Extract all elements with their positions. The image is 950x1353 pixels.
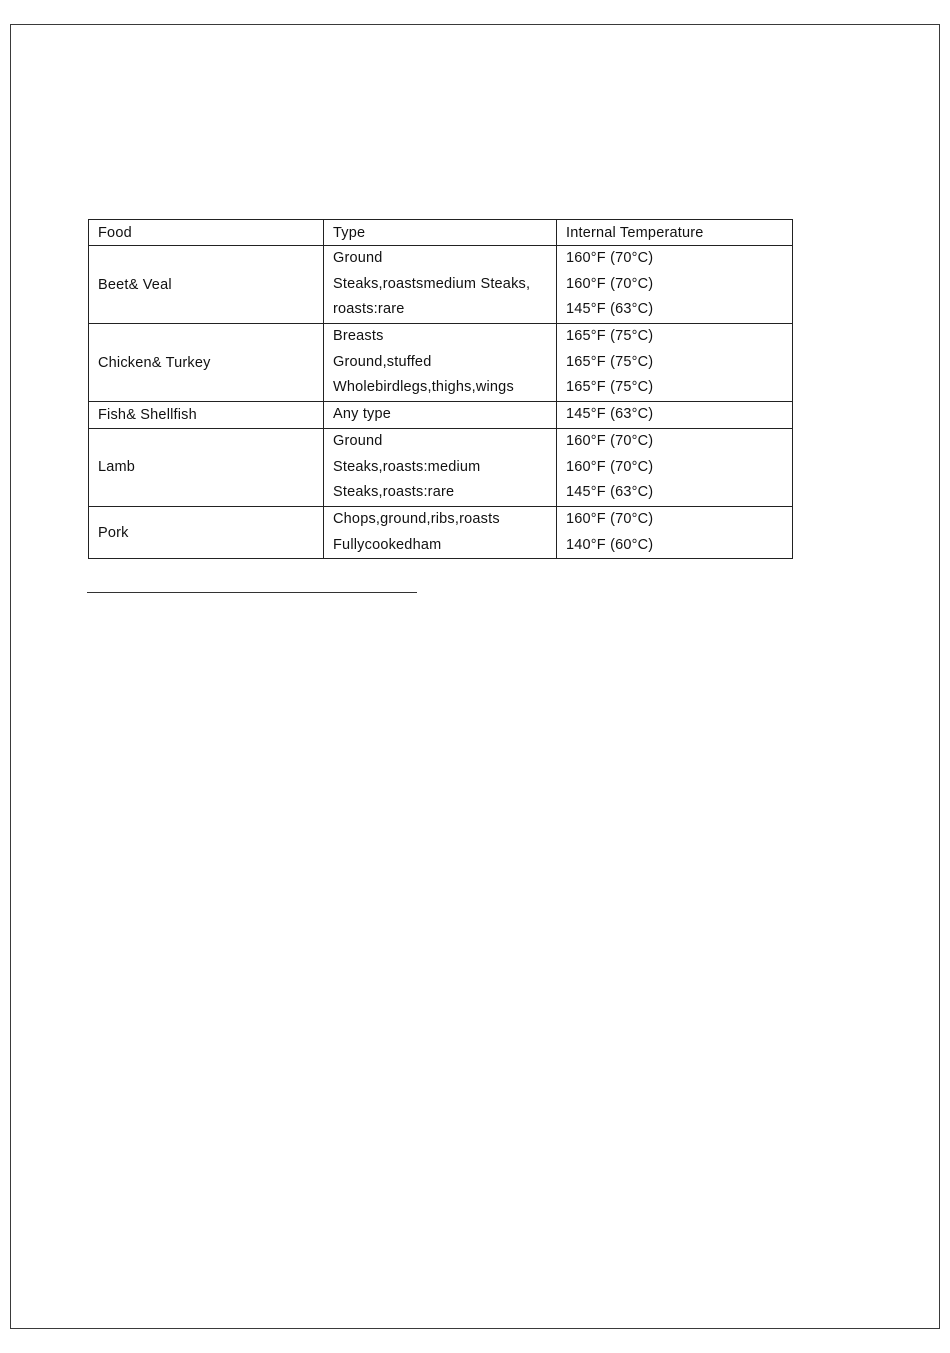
type-cell xyxy=(324,402,557,429)
temperature-entry: 160°F (70°C) xyxy=(566,510,654,527)
type-cell xyxy=(324,246,557,324)
table-header-row xyxy=(89,220,793,246)
type-entry: roasts:rare xyxy=(333,301,405,318)
food-cell-fish-shellfish: Fish& Shellfish xyxy=(89,402,324,429)
column-header-temperature: Internal Temperature xyxy=(557,220,793,246)
temperature-entry: 145°F (63°C) xyxy=(566,301,654,318)
column-header-food: Food xyxy=(89,220,324,246)
type-cell xyxy=(324,428,557,506)
table-row xyxy=(89,246,793,324)
temperature-cell xyxy=(557,246,793,324)
temperature-entry: 140°F (60°C) xyxy=(566,536,654,553)
temperature-entry: 165°F (75°C) xyxy=(566,379,654,396)
type-entry: Wholebirdlegs,thighs,wings xyxy=(333,379,514,396)
table-row xyxy=(89,506,793,558)
type-entry: Any type xyxy=(333,406,392,423)
type-entry: Steaks,roastsmedium Steaks, xyxy=(333,275,531,292)
temperature-entry: 145°F (63°C) xyxy=(566,406,654,423)
type-entry: Chops,ground,ribs,roasts xyxy=(333,510,500,527)
temperature-entry: 160°F (70°C) xyxy=(566,432,654,449)
temperature-entry: 145°F (63°C) xyxy=(566,484,654,501)
temperature-entry: 165°F (75°C) xyxy=(566,328,654,345)
food-cell-lamb: Lamb xyxy=(89,428,324,506)
type-entry: Steaks,roasts:medium xyxy=(333,458,481,475)
type-entry: Ground xyxy=(333,250,383,266)
temperature-cell xyxy=(557,402,793,429)
type-entry: Steaks,roasts:rare xyxy=(333,484,455,501)
temperature-cell xyxy=(557,428,793,506)
food-cell-beef-veal: Beet& Veal xyxy=(89,246,324,324)
food-cell-pork: Pork xyxy=(89,506,324,558)
type-cell xyxy=(324,506,557,558)
type-cell xyxy=(324,324,557,402)
temperature-entry: 165°F (75°C) xyxy=(566,353,654,370)
temperature-entry: 160°F (70°C) xyxy=(566,250,654,266)
footnote-divider xyxy=(87,592,417,593)
table-row xyxy=(89,402,793,429)
type-entry: Fullycookedham xyxy=(333,536,442,553)
cooking-temperature-table xyxy=(88,219,793,559)
temperature-entry: 160°F (70°C) xyxy=(566,458,654,475)
temperature-cell xyxy=(557,324,793,402)
type-entry: Ground,stuffed xyxy=(333,353,432,370)
food-cell-chicken-turkey: Chicken& Turkey xyxy=(89,324,324,402)
type-entry: Ground xyxy=(333,432,383,449)
column-header-type: Type xyxy=(324,220,557,246)
table-row xyxy=(89,428,793,506)
type-entry: Breasts xyxy=(333,328,384,345)
table-row xyxy=(89,324,793,402)
temperature-cell xyxy=(557,506,793,558)
temperature-entry: 160°F (70°C) xyxy=(566,275,654,292)
